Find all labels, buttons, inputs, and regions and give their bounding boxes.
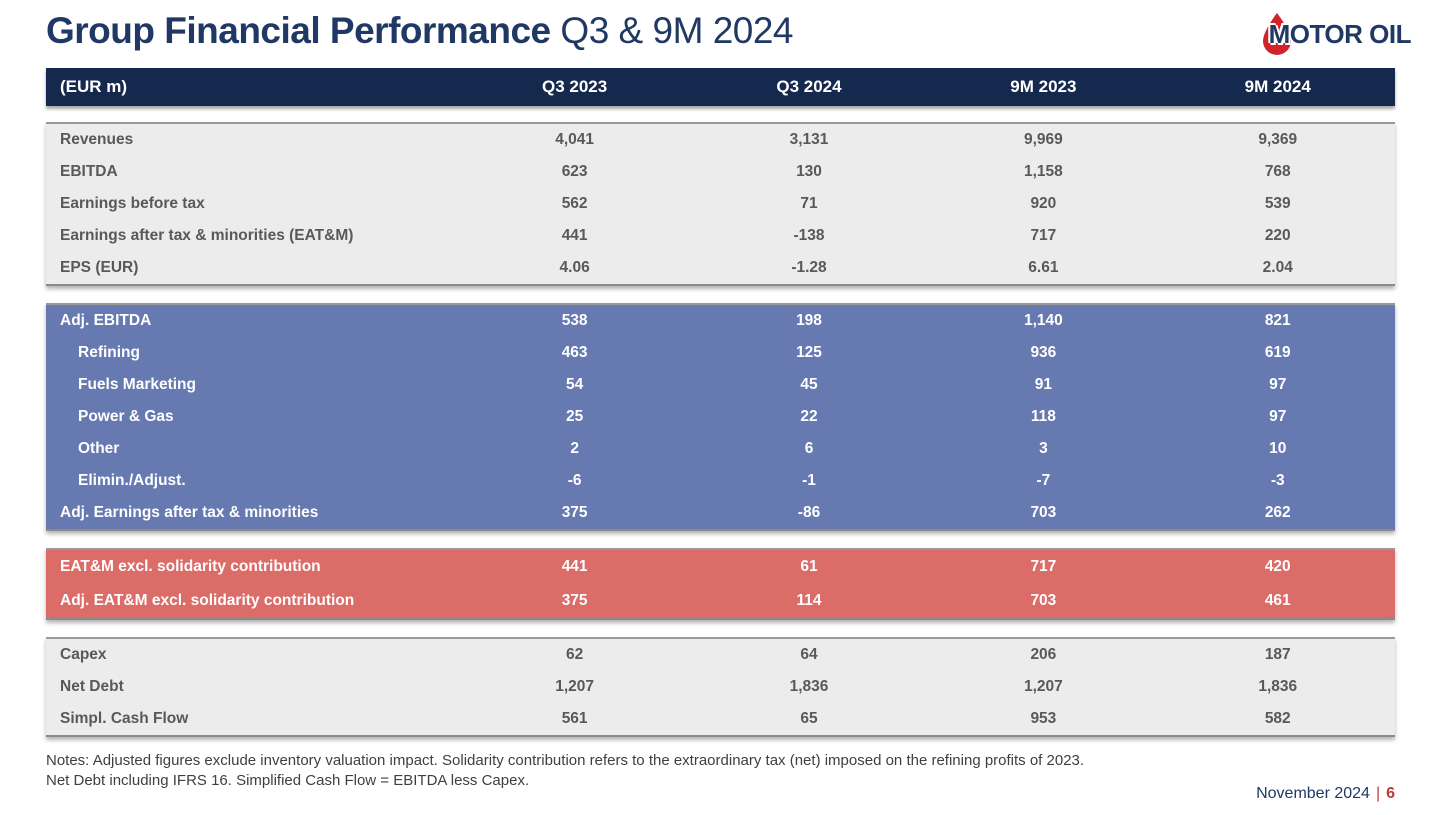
row-label: Other — [78, 440, 120, 457]
cell-value: 3,131 — [789, 131, 829, 148]
cell-value: 703 — [1030, 592, 1057, 609]
cell-value: 54 — [566, 376, 584, 393]
table-row — [46, 337, 1395, 369]
cell-value: -1 — [802, 472, 816, 489]
cell-value: 461 — [1264, 592, 1291, 609]
cell-value: 562 — [561, 195, 588, 212]
row-label: Fuels Marketing — [78, 376, 196, 393]
table-section-adjusted — [46, 303, 1395, 531]
cell-value: 441 — [561, 558, 588, 575]
column-header-9m-2023: 9M 2023 — [1010, 77, 1077, 96]
cell-value: 6.61 — [1028, 259, 1059, 276]
cell-value: 539 — [1264, 195, 1291, 212]
cell-value: 2 — [570, 440, 579, 457]
table-row — [46, 369, 1395, 401]
table-row — [46, 156, 1395, 188]
footer-date: November 2024 — [1256, 785, 1370, 802]
cell-value: 198 — [796, 312, 822, 329]
cell-value: 375 — [561, 592, 588, 609]
cell-value: 9,969 — [1023, 131, 1063, 148]
cell-value: 61 — [800, 558, 818, 575]
footnotes — [46, 751, 1395, 792]
footnote-line-1: Notes: Adjusted figures exclude inventory valuation impact. Solidarity contribution refers to the extraordinary tax (net) imposed on the refining profits of 2023. — [46, 752, 1085, 769]
cell-value: 64 — [800, 646, 818, 663]
column-header-q3-2024: Q3 2024 — [776, 77, 842, 96]
cell-value: 9,369 — [1258, 131, 1298, 148]
footer-separator: | — [1375, 785, 1381, 802]
cell-value: 1,836 — [1258, 678, 1298, 695]
cell-value: 65 — [800, 710, 818, 727]
row-label: EAT&M excl. solidarity contribution — [60, 558, 321, 575]
cell-value: 936 — [1030, 344, 1057, 361]
table-section-pnl — [46, 122, 1395, 286]
row-label: Adj. EBITDA — [60, 312, 152, 329]
page-title-regular: Q3 & 9M 2024 — [560, 10, 794, 51]
cell-value: 1,836 — [789, 678, 829, 695]
cell-value: 125 — [796, 344, 822, 361]
page-title-bold: Group Financial Performance — [46, 10, 551, 51]
page-number: 6 — [1386, 785, 1395, 802]
table-row — [46, 220, 1395, 252]
table-row — [46, 671, 1395, 703]
cell-value: 717 — [1030, 558, 1057, 575]
table-row — [46, 465, 1395, 497]
cell-value: -7 — [1036, 472, 1051, 489]
cell-value: 22 — [800, 408, 818, 425]
cell-value: 420 — [1264, 558, 1291, 575]
row-label: Net Debt — [60, 678, 124, 695]
cell-value: 4.06 — [559, 259, 590, 276]
cell-value: 561 — [561, 710, 588, 727]
cell-value: 538 — [561, 312, 588, 329]
row-label: Earnings before tax — [60, 195, 205, 212]
cell-value: 1,207 — [555, 678, 595, 695]
table-row — [46, 497, 1395, 529]
cell-value: -6 — [567, 472, 582, 489]
table-section-cash-items — [46, 637, 1395, 737]
slide-footer — [1256, 785, 1395, 803]
table-row — [46, 639, 1395, 671]
cell-value: -1.28 — [791, 259, 827, 276]
row-label: Power & Gas — [78, 408, 174, 425]
row-label: Adj. EAT&M excl. solidarity contribution — [60, 592, 355, 609]
cell-value: 375 — [561, 504, 588, 521]
cell-value: 62 — [566, 646, 584, 663]
cell-value: 623 — [561, 163, 588, 180]
table-row — [46, 550, 1395, 584]
cell-value: 187 — [1264, 646, 1291, 663]
cell-value: 441 — [561, 227, 588, 244]
column-header-q3-2023: Q3 2023 — [542, 77, 608, 96]
logo-wordmark: MOTOR OIL — [1268, 18, 1411, 49]
cell-value: 206 — [1030, 646, 1057, 663]
cell-value: 619 — [1264, 344, 1291, 361]
cell-value: -138 — [793, 227, 825, 244]
row-label: Revenues — [60, 131, 134, 148]
cell-value: 821 — [1264, 312, 1291, 329]
table-header-row — [46, 68, 1395, 106]
row-label: Refining — [78, 344, 140, 361]
table-section-solidarity — [46, 548, 1395, 620]
row-label: Elimin./Adjust. — [78, 472, 186, 489]
row-label: Adj. Earnings after tax & minorities — [60, 504, 319, 521]
row-label: Capex — [60, 646, 107, 663]
cell-value: 130 — [796, 163, 822, 180]
cell-value: 1,207 — [1023, 678, 1063, 695]
row-label: EPS (EUR) — [60, 259, 139, 276]
cell-value: 463 — [561, 344, 588, 361]
table-row — [46, 305, 1395, 337]
cell-value: 220 — [1264, 227, 1291, 244]
row-label: Earnings after tax & minorities (EAT&M) — [60, 227, 354, 244]
cell-value: 262 — [1264, 504, 1291, 521]
cell-value: 3 — [1039, 440, 1048, 457]
unit-label: (EUR m) — [60, 77, 128, 96]
cell-value: 10 — [1269, 440, 1287, 457]
cell-value: 45 — [800, 376, 818, 393]
table-sections — [46, 122, 1395, 737]
table-row — [46, 401, 1395, 433]
cell-value: 1,158 — [1023, 163, 1063, 180]
cell-value: 582 — [1264, 710, 1291, 727]
cell-value: -3 — [1270, 472, 1285, 489]
cell-value: 953 — [1030, 710, 1057, 727]
cell-value: 920 — [1030, 195, 1057, 212]
column-header-9m-2024: 9M 2024 — [1244, 77, 1311, 96]
cell-value: 71 — [800, 195, 818, 212]
cell-value: 97 — [1269, 376, 1287, 393]
table-row — [46, 124, 1395, 156]
financial-table — [46, 68, 1395, 737]
row-label: EBITDA — [60, 163, 118, 180]
slide-header — [46, 10, 1411, 68]
page-title — [46, 10, 1395, 52]
cell-value: -86 — [797, 504, 821, 521]
cell-value: 1,140 — [1023, 312, 1063, 329]
table-row — [46, 188, 1395, 220]
row-label: Simpl. Cash Flow — [60, 710, 189, 727]
cell-value: 114 — [796, 592, 822, 609]
cell-value: 6 — [804, 440, 814, 457]
table-row — [46, 252, 1395, 284]
cell-value: 717 — [1030, 227, 1057, 244]
table-row — [46, 584, 1395, 618]
motor-oil-logo — [1258, 8, 1411, 60]
footnote-line-2: Net Debt including IFRS 16. Simplified Cash Flow = EBITDA less Capex. — [46, 772, 530, 790]
cell-value: 2.04 — [1262, 259, 1293, 276]
cell-value: 703 — [1030, 504, 1057, 521]
cell-value: 768 — [1264, 163, 1291, 180]
cell-value: 25 — [566, 408, 584, 425]
table-row — [46, 703, 1395, 735]
cell-value: 91 — [1034, 376, 1052, 393]
cell-value: 97 — [1269, 408, 1287, 425]
cell-value: 118 — [1030, 408, 1056, 425]
cell-value: 4,041 — [555, 131, 595, 148]
table-row — [46, 433, 1395, 465]
